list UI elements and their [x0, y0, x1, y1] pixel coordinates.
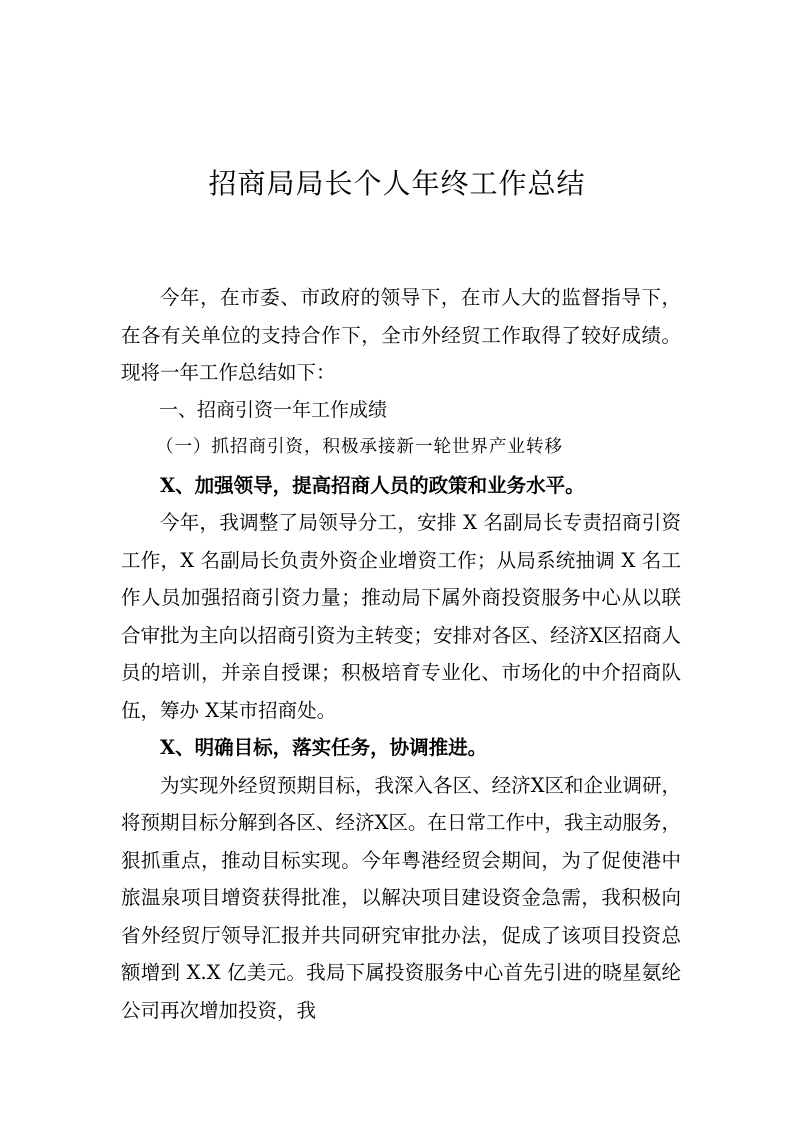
- intro-paragraph: 今年，在市委、市政府的领导下，在市人大的监督指导下，在各有关单位的支持合作下，全市外经贸工作取得了较好成绩。现将一年工作总结如下：: [121, 286, 681, 384]
- document-body: [121, 279, 681, 1029]
- section-heading-1: 一、招商引资一年工作成绩: [159, 398, 388, 421]
- point-heading-2: X、明确目标，落实任务，协调推进。: [160, 736, 488, 759]
- point-body-1: 今年，我调整了局领导分工，安排 X 名副局长专责招商引资工作，X 名副局长负责外资企业增资工作；从局系统抽调 X 名工作人员加强招商引资力量；推动局下属外商投资服务中心从以联合审批为主向以招商引资为主转变；安排对各区、经济X区招商人员的培训，并亲自授课；积极培育专业化、市场化的中介招商队伍，筹办 X某市招商处。: [121, 511, 681, 722]
- subsection-heading-1: （一）抓招商引资，积极承接新一轮世界产业转移: [156, 437, 563, 457]
- point-heading-1: X、加强领导，提高招商人员的政策和业务水平。: [160, 473, 585, 497]
- point-body-2: 为实现外经贸预期目标，我深入各区、经济X区和企业调研，将预期目标分解到各区、经济X区。在日常工作中，我主动服务，狠抓重点，推动目标实现。今年粤港经贸会期间，为了促使港中旅温泉项目增资获得批准，以解决项目建设资金急需，我积极向省外经贸厅领导汇报并共同研究审批办法，促成了该项目投资总额增到 X.X 亿美元。我局下属投资服务中心首先引进的晓星氨纶公司再次增加投资，我: [121, 773, 681, 1022]
- document-title: 招商局局长个人年终工作总结: [208, 167, 586, 200]
